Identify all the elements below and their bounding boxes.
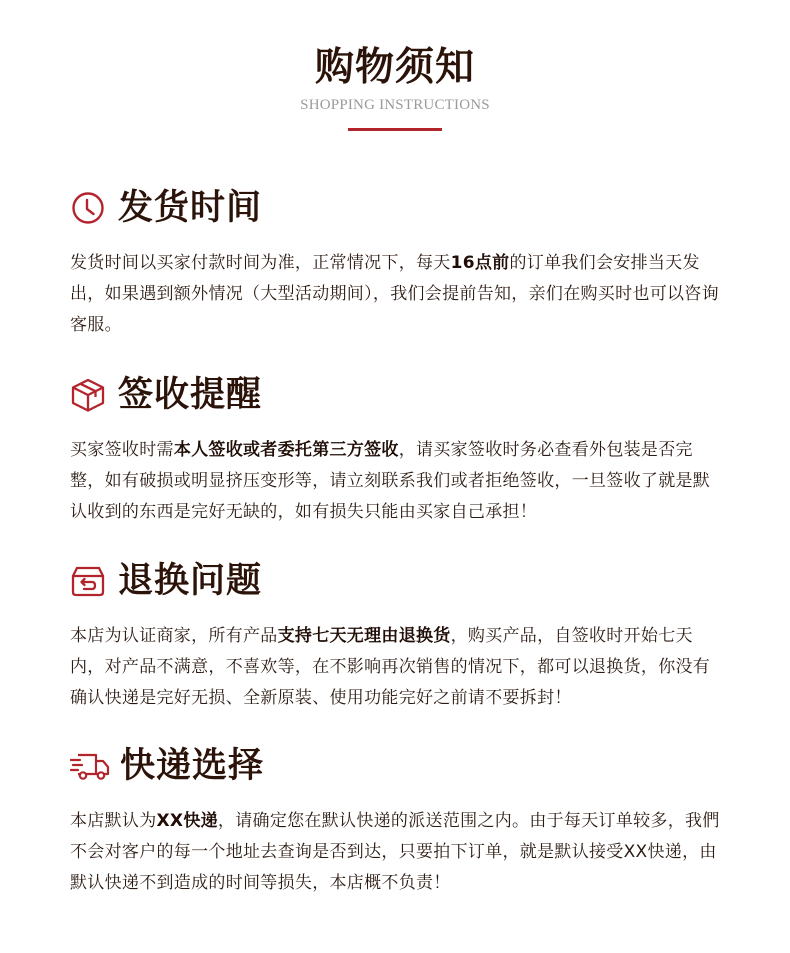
section-return-exchange bbox=[70, 557, 730, 714]
section-body bbox=[70, 806, 722, 899]
section-body bbox=[70, 248, 722, 341]
section-shipping-time bbox=[70, 184, 730, 341]
section-body bbox=[70, 621, 722, 714]
package-box-icon bbox=[70, 377, 106, 413]
body-text: 的订单我们会安排当天发出，如果遇到额外情况（大型活动期间），我们会提前告知，亲们在购买时也可以咨询客服。 bbox=[70, 253, 719, 335]
body-text: 本店为认证商家，所有产品 bbox=[70, 626, 278, 646]
body-text: ，购买产品，自签收时开始七天内，对产品不满意，不喜欢等，在不影响再次销售的情况下，都可以退换货，你没有确认快递是完好无损、全新原装、使用功能完好之前请不要拆封！ bbox=[70, 626, 711, 708]
return-exchange-icon bbox=[70, 563, 106, 599]
body-text: 本店默认为 bbox=[70, 811, 157, 831]
section-title: 发货时间 bbox=[118, 188, 263, 228]
body-text: 发货时间以买家付款时间为准，正常情况下，每天 bbox=[70, 253, 451, 273]
section-head bbox=[70, 557, 730, 605]
emphasized-text: XX快递 bbox=[156, 811, 218, 831]
section-title: 快递选择 bbox=[120, 746, 265, 786]
title-underline bbox=[348, 128, 442, 131]
page-header bbox=[0, 44, 790, 114]
section-sign-reminder bbox=[70, 371, 730, 528]
delivery-truck-icon bbox=[70, 748, 110, 784]
clock-icon bbox=[70, 190, 106, 226]
emphasized-text: 支持七天无理由退换货 bbox=[277, 626, 451, 646]
body-text: ，请确定您在默认快递的派送范围之内。由于每天订单较多，我們不会对客户的每一个地址去查询是否到达，只要拍下订单，就是默认接受XX快递，由默认快递不到造成的时间等损失，本店概不负责！ bbox=[70, 811, 720, 893]
body-text: 买家签收时需 bbox=[70, 440, 174, 460]
section-title: 退换问题 bbox=[118, 561, 263, 601]
section-head bbox=[70, 184, 730, 232]
section-express-choice bbox=[70, 742, 730, 899]
section-head bbox=[70, 371, 730, 419]
emphasized-text: 16点前 bbox=[450, 253, 510, 273]
page-title: 购物须知 bbox=[314, 45, 475, 90]
emphasized-text: 本人签收或者委托第三方签收 bbox=[173, 440, 399, 460]
section-head bbox=[70, 742, 730, 790]
section-title: 签收提醒 bbox=[118, 375, 263, 415]
section-body bbox=[70, 435, 722, 528]
page-subtitle: SHOPPING INSTRUCTIONS bbox=[300, 97, 490, 113]
body-text: ，请买家签收时务必查看外包装是否完整，如有破损或明显挤压变形等，请立刻联系我们或者拒绝签收，一旦签收了就是默认收到的东西是完好无缺的，如有损失只能由买家自己承担！ bbox=[70, 440, 711, 522]
